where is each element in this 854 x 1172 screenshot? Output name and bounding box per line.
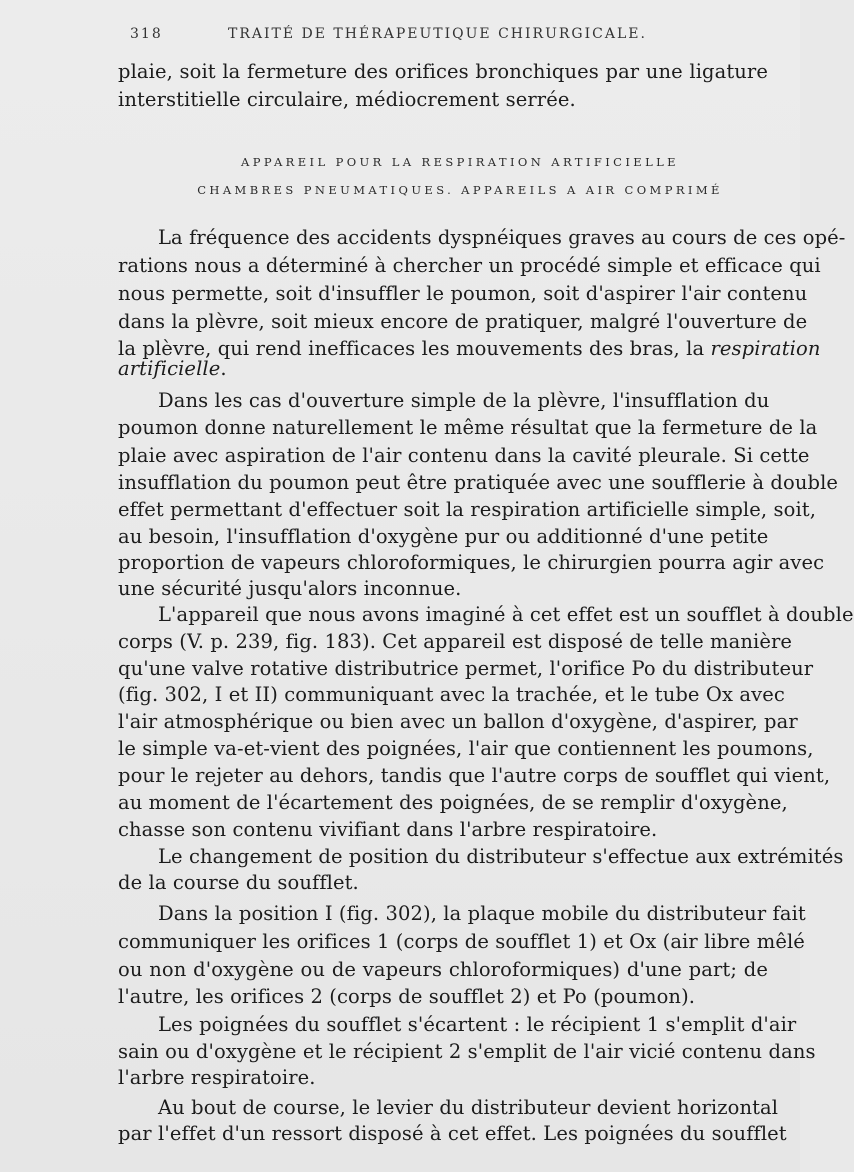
text-line: par l'effet d'un ressort disposé à cet effet. Les poignées du soufflet bbox=[118, 1122, 787, 1145]
text-segment: la plèvre, qui rend inefficaces les mouvements des bras, la bbox=[118, 337, 705, 360]
text-line: interstitielle circulaire, médiocrement serrée. bbox=[118, 88, 576, 111]
text-line: l'autre, les orifices 2 (corps de soufflet 2) et Po (poumon). bbox=[118, 985, 696, 1008]
text-line: plaie, soit la fermeture des orifices bronchiques par une ligature bbox=[118, 60, 768, 83]
text-line: L'appareil que nous avons imaginé à cet effet est un soufflet à double bbox=[158, 603, 854, 626]
text-line: communiquer les orifices 1 (corps de soufflet 1) et Ox (air libre mêlé bbox=[118, 930, 805, 953]
text-line: de la course du soufflet. bbox=[118, 871, 359, 894]
text-line: Dans la position I (fig. 302), la plaque mobile du distributeur fait bbox=[158, 902, 806, 925]
text-line: Au bout de course, le levier du distributeur devient horizontal bbox=[158, 1096, 779, 1119]
text-line: rations nous a déterminé à chercher un procédé simple et efficace qui bbox=[118, 254, 821, 277]
section-heading-line-2: CHAMBRES PNEUMATIQUES. APPAREILS A AIR COMPRIMÉ bbox=[197, 183, 723, 197]
text-line: Dans les cas d'ouverture simple de la plèvre, l'insufflation du bbox=[158, 389, 770, 412]
text-line: l'arbre respiratoire. bbox=[118, 1066, 316, 1089]
text-line: plaie avec aspiration de l'air contenu dans la cavité pleurale. Si cette bbox=[118, 444, 810, 467]
text-line: nous permette, soit d'insuffler le poumon, soit d'aspirer l'air contenu bbox=[118, 282, 808, 305]
text-line: insufflation du poumon peut être pratiquée avec une soufflerie à double bbox=[118, 471, 839, 494]
text-line: corps (V. p. 239, fig. 183). Cet appareil est disposé de telle manière bbox=[118, 630, 793, 653]
text-line: chasse son contenu vivifiant dans l'arbre respiratoire. bbox=[118, 818, 658, 841]
text-line-with-italic bbox=[118, 337, 821, 360]
italic-term: respiration bbox=[710, 337, 821, 360]
running-title: TRAITÉ DE THÉRAPEUTIQUE CHIRURGICALE. bbox=[228, 26, 647, 42]
text-line: effet permettant d'effectuer soit la respiration artificielle simple, soit, bbox=[118, 498, 817, 521]
text-line: l'air atmosphérique ou bien avec un ballon d'oxygène, d'aspirer, par bbox=[118, 710, 798, 733]
page-number: 318 bbox=[130, 26, 163, 42]
text-line: pour le rejeter au dehors, tandis que l'autre corps de soufflet qui vient, bbox=[118, 764, 831, 787]
text-segment: . bbox=[220, 357, 227, 380]
italic-term: artificielle bbox=[118, 357, 221, 380]
text-line: sain ou d'oxygène et le récipient 2 s'emplit de l'air vicié contenu dans bbox=[118, 1040, 816, 1063]
section-heading-line-1: APPAREIL POUR LA RESPIRATION ARTIFICIELLE bbox=[241, 155, 679, 169]
text-line: (fig. 302, I et II) communiquant avec la trachée, et le tube Ox avec bbox=[118, 683, 785, 706]
text-line: ou non d'oxygène ou de vapeurs chloroformiques) d'une part; de bbox=[118, 958, 768, 981]
text-line: le simple va-et-vient des poignées, l'air que contiennent les poumons, bbox=[118, 737, 814, 760]
text-line: une sécurité jusqu'alors inconnue. bbox=[118, 577, 462, 600]
text-line: La fréquence des accidents dyspnéiques graves au cours de ces opé- bbox=[158, 226, 846, 249]
text-line: dans la plèvre, soit mieux encore de pratiquer, malgré l'ouverture de bbox=[118, 310, 808, 333]
text-line: au moment de l'écartement des poignées, de se remplir d'oxygène, bbox=[118, 791, 788, 814]
text-line: proportion de vapeurs chloroformiques, le chirurgien pourra agir avec bbox=[118, 551, 825, 574]
text-line: Les poignées du soufflet s'écartent : le récipient 1 s'emplit d'air bbox=[158, 1013, 797, 1036]
text-line: Le changement de position du distributeur s'effectue aux extrémités bbox=[158, 845, 844, 868]
text-line-with-italic bbox=[118, 359, 768, 379]
text-line: qu'une valve rotative distributrice permet, l'orifice Po du distributeur bbox=[118, 657, 814, 680]
text-line: au besoin, l'insufflation d'oxygène pur ou additionné d'une petite bbox=[118, 525, 769, 548]
text-line: poumon donne naturellement le même résultat que la fermeture de la bbox=[118, 416, 818, 439]
